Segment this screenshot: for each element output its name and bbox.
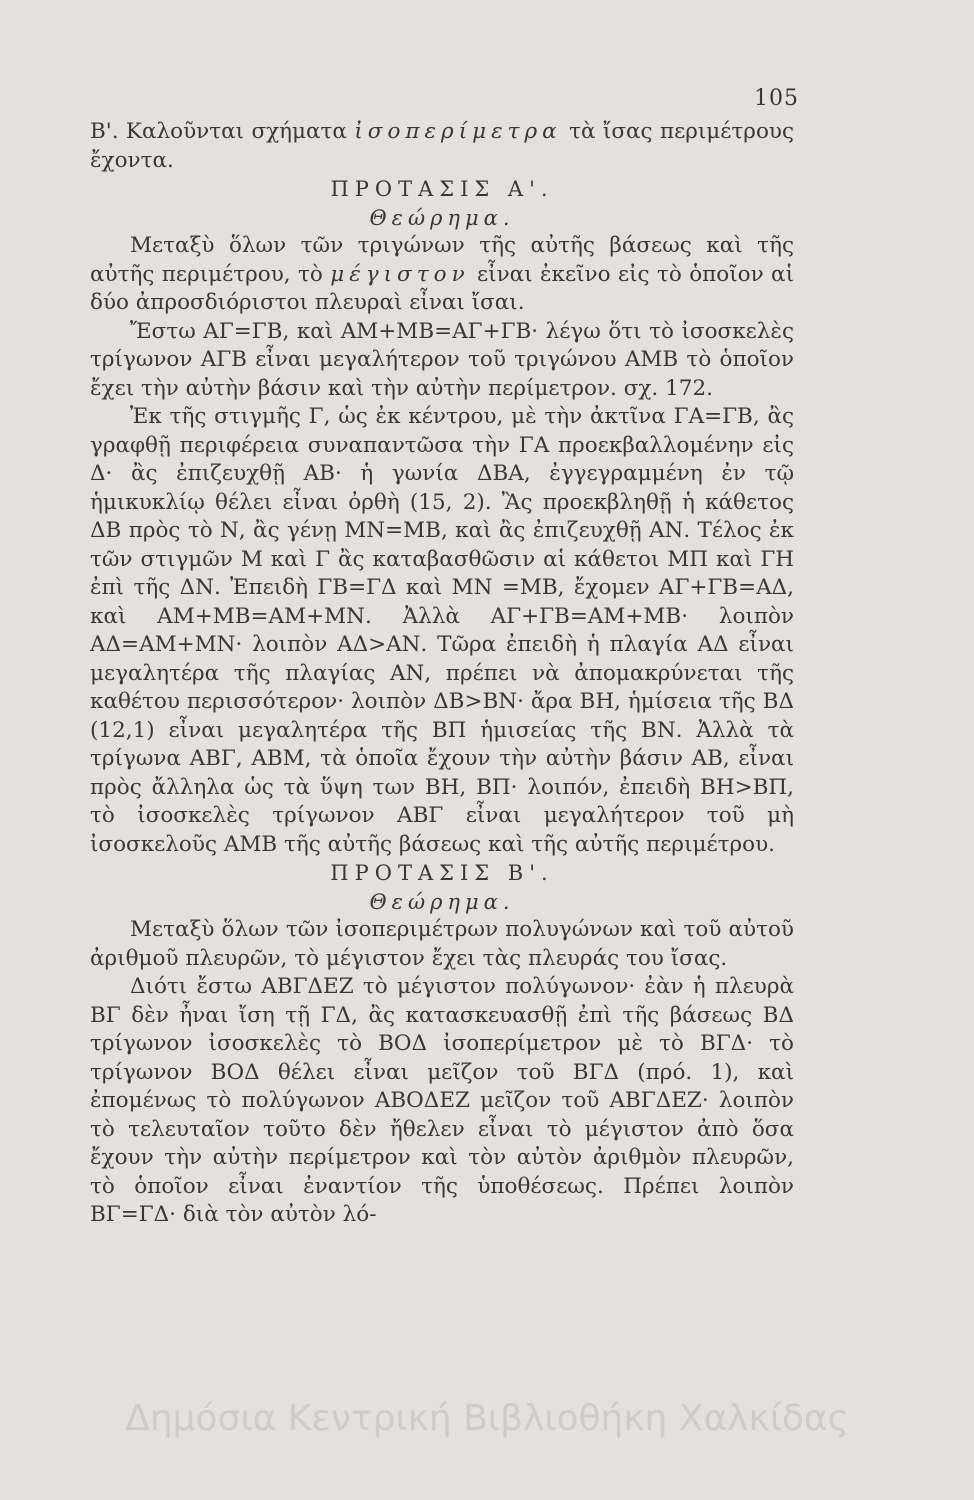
definition-prefix: Β'. Καλοῦνται σχήματα — [90, 119, 355, 144]
page-text — [90, 118, 794, 1230]
library-watermark: Δημόσια Κεντρική Βιβλιοθήκη Χαλκίδας — [125, 1398, 849, 1439]
proposition-2-statement: Μεταξὺ ὅλων τῶν ἰσοπεριμέτρων πολυγώνων καὶ τοῦ αὐτοῦ ἀριθμοῦ πλευρῶν, τὸ μέγιστον ἔχει τὰς πλευράς του ἴσας. — [90, 917, 794, 971]
proposition-2-proof: Διότι ἔστω ΑΒΓΔΕΖ τὸ μέγιστον πολύγωνον· ἐὰν ἡ πλευρὰ ΒΓ δὲν ἦναι ἴση τῇ ΓΔ, ἂς κατασκευασθῇ ἐπὶ τῆς βάσεως ΒΔ τρίγωνον ἰσοσκελὲς τὸ ΒΟΔ ἰσοπερίμετρον μὲ τὸ ΒΓΔ· τὸ τρίγωνον ΒΟΔ θέλει εἶναι μεῖζον τοῦ ΒΓΔ (πρό. 1), καὶ ἐπομένως τὸ πολύγωνον ΑΒΟΔΕΖ μεῖζον τοῦ ΑΒΓΔΕΖ· λοιπὸν τὸ τελευταῖον τοῦτο δὲν ἤθελεν εἶναι τὸ μέγιστον ἀπὸ ὅσα ἔχουν τὴν αὐτὴν περίμετρον καὶ τὸν αὐτὸν ἀριθμὸν πλευρῶν, τὸ ὁποῖον εἶναι ἐναντίον τῆς ὑποθέσεως. Πρέπει λοιπὸν ΒΓ=ΓΔ· διὰ τὸν αὐτὸν λό- — [90, 974, 794, 1227]
proposition-1-title: ΠΡΟΤΑΣΙΣ Α'. — [330, 177, 554, 201]
proposition-1-subtitle: Θεώρημα. — [369, 205, 515, 230]
proposition-2-subtitle: Θεώρημα. — [369, 889, 515, 914]
proposition-1-proof-2: Ἐκ τῆς στιγμῆς Γ, ὡς ἐκ κέντρου, μὲ τὴν ἀκτῖνα ΓΑ=ΓΒ, ἂς γραφθῇ περιφέρεια συναπαντῶσα τὴν ΓΑ προεκβαλλομένην εἰς Δ· ἂς ἐπιζευχθῇ ΑΒ· ἡ γωνία ΔΒΑ, ἐγγεγραμμένη ἐν τῷ ἡμικυκλίῳ θέλει εἶναι ὀρθὴ (15, 2). Ἂς προεκβληθῇ ἡ κάθετος ΔΒ πρὸς τὸ Ν, ἂς γένῃ ΜΝ=ΜΒ, καὶ ἂς ἐπιζευχθῇ ΑΝ. Τέλος ἐκ τῶν στιγμῶν Μ καὶ Γ ἂς καταβασθῶσιν αἱ κάθετοι ΜΠ καὶ ΓΗ ἐπὶ τῆς ΔΝ. Ἐπειδὴ ΓΒ=ΓΔ καὶ ΜΝ =ΜΒ, ἔχομεν ΑΓ+ΓΒ=ΑΔ, καὶ ΑΜ+ΜΒ=ΑΜ+ΜΝ. Ἀλλὰ ΑΓ+ΓΒ=ΑΜ+ΜΒ· λοιπὸν ΑΔ=ΑΜ+ΜΝ· λοιπὸν ΑΔ>ΑΝ. Τῶρα ἐπειδὴ ἡ πλαγία ΑΔ εἶναι μεγαλητέρα τῆς πλαγίας ΑΝ, πρέπει νὰ ἀπομακρύνεται τῆς καθέτου περισσότερον· λοιπὸν ΔΒ>ΒΝ· ἄρα ΒΗ, ἡμίσεια τῆς ΒΔ (12,1) εἶναι μεγαλητέρα τῆς ΒΠ ἡμισείας τῆς ΒΝ. Ἀλλὰ τὰ τρίγωνα ΑΒΓ, ΑΒΜ, τὰ ὁποῖα ἔχουν τὴν αὐτὴν βάσιν ΑΒ, εἶναι πρὸς ἄλληλα ὡς τὰ ὕψη των ΒΗ, ΒΠ· λοιπόν, ἐπειδὴ ΒΗ>ΒΠ, τὸ ἰσοσκελὲς τρίγωνον ΑΒΓ εἶναι μεγαλήτερον τοῦ μὴ ἰσοσκελοῦς ΑΜΒ τῆς αὐτῆς βάσεως καὶ τῆς αὐτῆς περιμέτρου. — [90, 404, 794, 857]
page-number: 105 — [754, 86, 799, 111]
definition-emphasis: ἰσοπερίμετρα — [354, 119, 562, 144]
proposition-1-proof-1: Ἔστω ΑΓ=ΓΒ, καὶ ΑΜ+ΜΒ=ΑΓ+ΓΒ· λέγω ὅτι τὸ ἰσοσκελὲς τρίγωνον ΑΓΒ εἶναι μεγαλήτερον τοῦ τριγώνου ΑΜΒ τὸ ὁποῖον ἔχει τὴν αὐτὴν βάσιν καὶ τὴν αὐτὴν περίμετρον. σχ. 172. — [90, 318, 794, 401]
definition-paragraph — [90, 118, 794, 175]
statement-part-b: εἶναι ἐκεῖνο εἰς τὸ ὁποῖον αἱ δύο ἀπροσδιόριστοι πλευραὶ εἶναι ἴσαι. — [90, 261, 794, 315]
statement-part-a: Μεταξὺ ὅλων τῶν τριγώνων τῆς αὐτῆς βάσεως καὶ τῆς αὐτῆς περιμέτρου, τὸ — [90, 233, 794, 287]
proposition-1-statement — [90, 232, 794, 318]
statement-emphasis: μέγιστον — [330, 261, 470, 287]
definition-suffix: τὰ ἴσας περιμέτρους ἔχοντα. — [90, 119, 794, 173]
proposition-2-title: ΠΡΟΤΑΣΙΣ Β'. — [330, 861, 554, 885]
